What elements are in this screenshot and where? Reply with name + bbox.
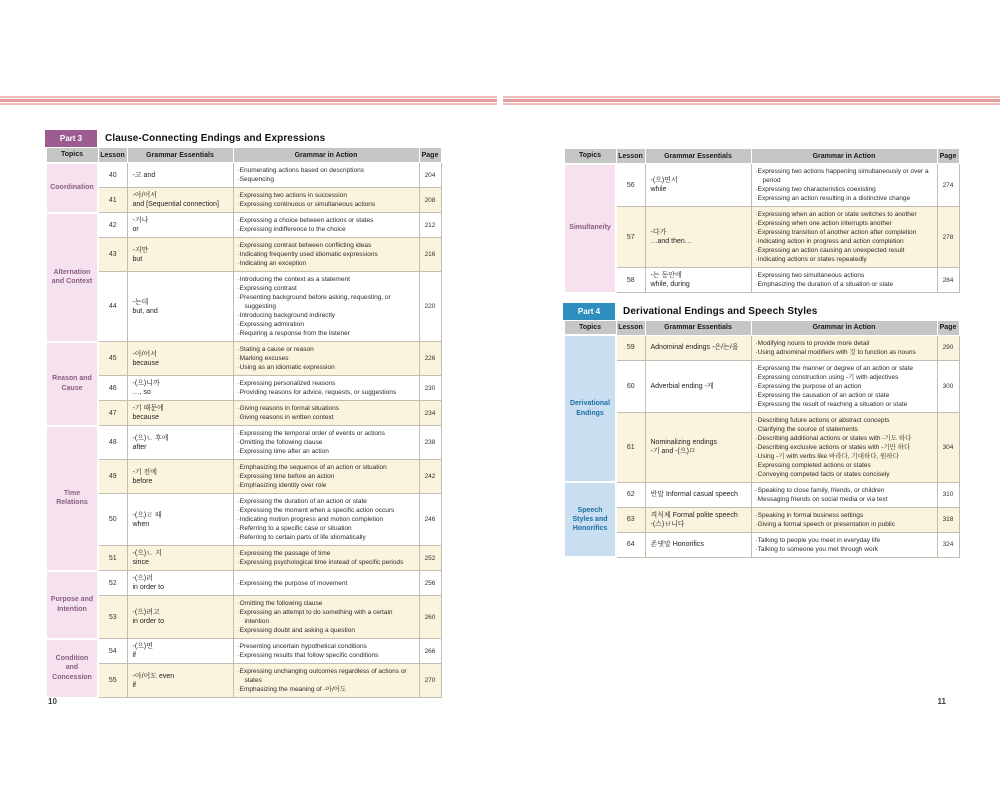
grammar-essentials <box>645 360 751 412</box>
action-item: · Enumerating actions based on descriptions <box>238 166 415 175</box>
action-item: · Indicating action in progress and action completion <box>756 237 933 246</box>
grammar-actions <box>751 507 937 532</box>
lesson-row <box>46 664 441 698</box>
action-item: · Expressing two actions happening simultaneously or over a period <box>756 167 933 185</box>
essentials-line: when <box>132 520 150 528</box>
action-item: · Speaking to close family, friends, or children <box>756 486 933 495</box>
action-item: · Expressing an action causing an unexpected result <box>756 246 933 255</box>
essentials-line: in order to <box>132 584 165 591</box>
grammar-actions <box>751 412 937 482</box>
action-item: · Using as an idiomatic expression <box>238 363 415 372</box>
column-header: Page <box>419 148 441 163</box>
decorative-band-right <box>503 96 1000 105</box>
action-item: · Talking to people you meet in everyday life <box>756 536 933 545</box>
action-item: · Expressing the causation of an action or state <box>756 391 933 400</box>
topic-cell: Alternation and Context <box>46 213 98 342</box>
lesson-number: 60 <box>616 360 645 412</box>
action-item: · Messaging friends on social media or via text <box>756 495 933 504</box>
topic-cell: Condition and Concession <box>46 639 98 698</box>
action-item: · Giving reasons in written context <box>238 413 415 422</box>
grammar-essentials <box>645 482 751 507</box>
page-number: 260 <box>419 596 441 639</box>
table-body <box>46 163 441 698</box>
lesson-row <box>46 342 441 376</box>
page-folio-right: 11 <box>937 697 946 706</box>
action-item: · Expressing construction using -기 with adjectives <box>756 373 933 382</box>
page-number: 310 <box>937 482 959 507</box>
action-item: · Introducing background indirectly <box>238 311 415 320</box>
part-badge: Part 3 <box>45 130 97 147</box>
action-item: · Describing future actions or abstract concepts <box>756 416 933 425</box>
grammar-essentials <box>127 664 233 698</box>
action-item: · Talking to someone you met through work <box>756 545 933 554</box>
lesson-number: 45 <box>98 342 127 376</box>
lesson-number: 50 <box>98 494 127 546</box>
action-item: · Clarifying the source of statements <box>756 425 933 434</box>
lesson-number: 41 <box>98 188 127 213</box>
lesson-number: 44 <box>98 272 127 342</box>
action-item: · Expressing completed actions or states <box>756 461 933 470</box>
page-number: 324 <box>937 532 959 557</box>
toc-section <box>45 130 440 699</box>
action-item: · Emphasizing identity over role <box>238 481 415 490</box>
grammar-essentials <box>645 268 751 293</box>
grammar-actions <box>233 664 419 698</box>
lesson-number: 64 <box>616 532 645 557</box>
essentials-line: -다가 <box>650 229 667 236</box>
right-page-content <box>563 148 955 558</box>
lesson-number: 43 <box>98 238 127 272</box>
essentials-line: Adnominal endings -은/는/을 <box>650 344 739 351</box>
topic-cell: Simultaneity <box>564 164 616 293</box>
action-item: · Emphasizing the duration of a situation or state <box>756 280 933 289</box>
essentials-line: -는 동안에 <box>650 272 682 279</box>
page-number: 300 <box>937 360 959 412</box>
lesson-row <box>564 482 959 507</box>
table-head <box>46 148 441 163</box>
action-item: · Presenting uncertain hypothetical conditions <box>238 642 415 651</box>
action-item: · Expressing the manner or degree of an action or state <box>756 364 933 373</box>
action-item: · Indicating actions or states repeatedly <box>756 255 933 264</box>
header-row <box>564 149 959 164</box>
lesson-number: 52 <box>98 571 127 596</box>
action-item: · Expressing continuous or simultaneous actions <box>238 200 415 209</box>
page-number: 230 <box>419 376 441 401</box>
grammar-essentials <box>127 213 233 238</box>
essentials-line: Nominalizing endings <box>650 439 718 446</box>
action-item: · Expressing personalized reasons <box>238 379 415 388</box>
contents-table <box>563 148 960 294</box>
action-item: · Using -기 with verbs like 바라다, 기대하다, 원하다 <box>756 452 933 461</box>
column-header: Topics <box>46 148 98 163</box>
essentials-line: -아/어서 <box>132 192 158 199</box>
action-item: · Sequencing <box>238 175 415 184</box>
grammar-essentials <box>127 272 233 342</box>
part-header <box>563 303 955 320</box>
topic-cell: Time Relations <box>46 426 98 571</box>
grammar-essentials <box>645 164 751 207</box>
page-number: 242 <box>419 460 441 494</box>
grammar-actions <box>233 494 419 546</box>
part-header <box>45 130 440 147</box>
lesson-row <box>46 546 441 571</box>
grammar-actions <box>233 238 419 272</box>
page-number: 318 <box>937 507 959 532</box>
lesson-number: 42 <box>98 213 127 238</box>
table-head <box>564 320 959 335</box>
action-item: · Conveying competed facts or states concisely <box>756 470 933 479</box>
column-header: Page <box>937 320 959 335</box>
essentials-line: -지만 <box>132 246 149 254</box>
part-badge: Part 4 <box>563 303 615 320</box>
page-number: 234 <box>419 401 441 426</box>
lesson-number: 58 <box>616 268 645 293</box>
grammar-essentials <box>127 163 233 188</box>
lesson-row <box>46 163 441 188</box>
action-item: · Emphasizing the meaning of -아/어도 <box>238 685 415 694</box>
grammar-actions <box>233 376 419 401</box>
lesson-number: 47 <box>98 401 127 426</box>
essentials-line: -(으)ㄴ 후에 <box>132 434 169 442</box>
page-number: 284 <box>937 268 959 293</box>
grammar-actions <box>233 571 419 596</box>
essentials-line: -고 and <box>132 171 156 179</box>
grammar-actions <box>233 342 419 376</box>
section-gap <box>563 294 955 303</box>
lesson-row <box>46 494 441 546</box>
lesson-row <box>564 360 959 412</box>
lesson-row <box>564 412 959 482</box>
essentials-line: …and then… <box>650 238 692 245</box>
page-number: 270 <box>419 664 441 698</box>
grammar-actions <box>233 163 419 188</box>
essentials-line: -(으)니까 <box>132 380 160 387</box>
action-item: · Expressing contrast between conflicting ideas <box>238 241 415 250</box>
topic-cell: Derivational Endings <box>564 335 616 482</box>
essentials-line: while <box>650 186 667 193</box>
decorative-band-left <box>0 96 497 105</box>
action-item: · Expressing transition of another action after completion <box>756 228 933 237</box>
action-item: · Speaking in formal business settings <box>756 511 933 520</box>
part-title: Clause-Connecting Endings and Expressions <box>105 133 326 144</box>
action-item: · Expressing unchanging outcomes regardless of actions or states <box>238 667 415 685</box>
action-item: · Giving a formal speech or presentation in public <box>756 520 933 529</box>
action-item: · Expressing when an action or state switches to another <box>756 210 933 219</box>
column-header: Grammar in Action <box>751 320 937 335</box>
header-row <box>564 320 959 335</box>
lesson-number: 59 <box>616 335 645 360</box>
essentials-line: 반말 Informal casual speech <box>650 491 738 498</box>
lesson-row <box>46 213 441 238</box>
page-number: 304 <box>937 412 959 482</box>
topic-cell: Coordination <box>46 163 98 213</box>
table-head <box>564 149 959 164</box>
action-item: · Expressing the purpose of an action <box>756 382 933 391</box>
lesson-number: 56 <box>616 164 645 207</box>
grammar-essentials <box>127 571 233 596</box>
essentials-line: if <box>132 652 136 659</box>
action-item: · Expressing a choice between actions or states <box>238 216 415 225</box>
action-item: · Presenting background before asking, requesting, or suggesting <box>238 293 415 311</box>
lesson-number: 46 <box>98 376 127 401</box>
table-body <box>564 335 959 557</box>
topic-cell: Purpose and Intention <box>46 571 98 639</box>
grammar-essentials <box>127 376 233 401</box>
topic-cell: Speech Styles and Honorifics <box>564 482 616 557</box>
column-header: Topics <box>564 149 616 164</box>
lesson-row <box>46 426 441 460</box>
lesson-row <box>46 401 441 426</box>
grammar-essentials <box>127 546 233 571</box>
essentials-line: -(으)면서 <box>650 177 678 184</box>
essentials-line: -거나 <box>132 217 149 224</box>
grammar-essentials <box>645 207 751 268</box>
lesson-row <box>564 164 959 207</box>
essentials-line: …, so <box>132 389 151 396</box>
page-number: 226 <box>419 342 441 376</box>
action-item: · Referring to certain parts of life idiomatically <box>238 533 415 542</box>
essentials-line: -아/어서 <box>132 350 158 358</box>
essentials-line: while, during <box>650 281 690 288</box>
page-number: 290 <box>937 335 959 360</box>
grammar-essentials <box>127 188 233 213</box>
header-row <box>46 148 441 163</box>
lesson-number: 62 <box>616 482 645 507</box>
action-item: · Requiring a response from the listener <box>238 329 415 338</box>
grammar-actions <box>751 207 937 268</box>
action-item: · Stating a cause or reason <box>238 345 415 354</box>
essentials-line: but, and <box>132 307 158 315</box>
column-header: Lesson <box>616 320 645 335</box>
essentials-line: -(으)ㄹ 때 <box>132 511 162 519</box>
essentials-line: -는데 <box>132 298 149 306</box>
action-item: · Providing reasons for advice, requests, or suggestions <box>238 388 415 397</box>
page-number: 256 <box>419 571 441 596</box>
lesson-row <box>46 596 441 639</box>
essentials-line: since <box>132 559 149 566</box>
toc-section <box>563 294 955 559</box>
action-item: · Expressing two actions in succession <box>238 191 415 200</box>
grammar-actions <box>233 460 419 494</box>
action-item: · Indicating an exception <box>238 259 415 268</box>
column-header: Grammar in Action <box>233 148 419 163</box>
page-number: 208 <box>419 188 441 213</box>
page-number: 252 <box>419 546 441 571</box>
grammar-actions <box>751 532 937 557</box>
essentials-line: but <box>132 255 143 263</box>
grammar-actions <box>233 546 419 571</box>
grammar-essentials <box>645 412 751 482</box>
grammar-actions <box>751 335 937 360</box>
lesson-row <box>46 238 441 272</box>
action-item: · Omitting the following clause <box>238 438 415 447</box>
essentials-line: -(으)러 <box>132 575 154 582</box>
essentials-line: -(으)려고 <box>132 609 160 616</box>
action-item: · Describing exclusive actions or states with -기만 하다 <box>756 443 933 452</box>
grammar-essentials <box>127 342 233 376</box>
lesson-number: 61 <box>616 412 645 482</box>
action-item: · Omitting the following clause <box>238 599 415 608</box>
essentials-line: 존댓말 Honorifics <box>650 541 704 548</box>
lesson-row <box>46 188 441 213</box>
action-item: · Expressing the moment when a specific action occurs <box>238 506 415 515</box>
column-header: Lesson <box>616 149 645 164</box>
grammar-essentials <box>127 401 233 426</box>
action-item: · Expressing the purpose of movement <box>238 579 415 588</box>
essentials-line: if <box>132 681 136 689</box>
action-item: · Expressing contrast <box>238 284 415 293</box>
column-header: Page <box>937 149 959 164</box>
action-item: · Giving reasons in formal situations <box>238 404 415 413</box>
essentials-line: -기 and -(으)ㅁ <box>650 448 696 455</box>
lesson-number: 63 <box>616 507 645 532</box>
column-header: Grammar Essentials <box>645 149 751 164</box>
page-number: 266 <box>419 639 441 664</box>
left-page-content <box>45 130 440 699</box>
grammar-actions <box>233 188 419 213</box>
grammar-actions <box>233 426 419 460</box>
grammar-actions <box>751 164 937 207</box>
column-header: Grammar Essentials <box>645 320 751 335</box>
page-number: 274 <box>937 164 959 207</box>
grammar-actions <box>751 482 937 507</box>
action-item: · Expressing two characteristics coexisting <box>756 185 933 194</box>
lesson-row <box>564 268 959 293</box>
action-item: · Expressing the temporal order of events or actions <box>238 429 415 438</box>
action-item: · Expressing time before an action <box>238 472 415 481</box>
lesson-row <box>564 335 959 360</box>
action-item: · Expressing the result of reaching a situation or state <box>756 400 933 409</box>
grammar-actions <box>233 596 419 639</box>
action-item: · Marking excuses <box>238 354 415 363</box>
grammar-actions <box>751 268 937 293</box>
grammar-essentials <box>645 507 751 532</box>
action-item: · Referring to a specific case or situation <box>238 524 415 533</box>
column-header: Lesson <box>98 148 127 163</box>
grammar-essentials <box>127 596 233 639</box>
action-item: · Expressing doubt and asking a question <box>238 626 415 635</box>
page-number: 278 <box>937 207 959 268</box>
grammar-essentials <box>645 335 751 360</box>
topic-cell: Reason and Cause <box>46 342 98 426</box>
page-number: 216 <box>419 238 441 272</box>
page-number: 204 <box>419 163 441 188</box>
action-item: · Expressing psychological time instead of specific periods <box>238 558 415 567</box>
essentials-line: 격식체 Formal polite speech <box>650 511 738 519</box>
column-header: Grammar Essentials <box>127 148 233 163</box>
essentials-line: because <box>132 414 159 421</box>
lesson-number: 51 <box>98 546 127 571</box>
grammar-actions <box>751 360 937 412</box>
page-number: 246 <box>419 494 441 546</box>
action-item: · Expressing admiration <box>238 320 415 329</box>
action-item: · Modifying nouns to provide more detail <box>756 339 933 348</box>
action-item: · Expressing the passage of time <box>238 549 415 558</box>
lesson-row <box>564 207 959 268</box>
contents-table <box>45 147 442 699</box>
essentials-line: after <box>132 443 147 451</box>
action-item: · Expressing an action resulting in a distinctive change <box>756 194 933 203</box>
essentials-line: or <box>132 226 139 233</box>
lesson-number: 53 <box>98 596 127 639</box>
lesson-number: 49 <box>98 460 127 494</box>
lesson-number: 40 <box>98 163 127 188</box>
contents-table <box>563 320 960 559</box>
lesson-number: 54 <box>98 639 127 664</box>
page-number: 212 <box>419 213 441 238</box>
grammar-essentials <box>645 532 751 557</box>
column-header: Topics <box>564 320 616 335</box>
action-item: · Expressing an attempt to do something with a certain intention <box>238 608 415 626</box>
action-item: · Expressing indifference to the choice <box>238 225 415 234</box>
grammar-essentials <box>127 639 233 664</box>
essentials-line: -(스)ㅂ니다 <box>650 520 685 528</box>
lesson-row <box>46 571 441 596</box>
grammar-essentials <box>127 494 233 546</box>
lesson-number: 48 <box>98 426 127 460</box>
action-item: · Indicating frequently used idiomatic expressions <box>238 250 415 259</box>
grammar-essentials <box>127 238 233 272</box>
essentials-line: and [Sequential connection] <box>132 201 219 208</box>
lesson-row <box>46 376 441 401</box>
lesson-number: 55 <box>98 664 127 698</box>
page-number: 238 <box>419 426 441 460</box>
lesson-row <box>46 272 441 342</box>
essentials-line: -기 전에 <box>132 468 158 476</box>
lesson-row <box>46 639 441 664</box>
essentials-line: Adverbial ending -게 <box>650 382 714 390</box>
action-item: · Expressing when one action interrupts another <box>756 219 933 228</box>
action-item: · Expressing two simultaneous actions <box>756 271 933 280</box>
grammar-essentials <box>127 426 233 460</box>
lesson-row <box>564 532 959 557</box>
lesson-row <box>46 460 441 494</box>
action-item: · Using adnominal modifiers with 것 to function as nouns <box>756 348 933 357</box>
grammar-actions <box>233 213 419 238</box>
grammar-essentials <box>127 460 233 494</box>
action-item: · Indicating motion progress and motion completion <box>238 515 415 524</box>
action-item: · Introducing the context as a statement <box>238 275 415 284</box>
essentials-line: -아/어도 even <box>132 672 175 680</box>
lesson-number: 57 <box>616 207 645 268</box>
action-item: · Expressing the duration of an action or state <box>238 497 415 506</box>
column-header: Grammar in Action <box>751 149 937 164</box>
essentials-line: before <box>132 477 153 485</box>
lesson-row <box>564 507 959 532</box>
essentials-line: in order to <box>132 618 165 625</box>
grammar-actions <box>233 272 419 342</box>
grammar-actions <box>233 401 419 426</box>
essentials-line: -(으)ㄴ 지 <box>132 550 162 557</box>
toc-section <box>563 148 955 294</box>
page-number: 220 <box>419 272 441 342</box>
table-body <box>564 164 959 293</box>
action-item: · Expressing time after an action <box>238 447 415 456</box>
part-title: Derivational Endings and Speech Styles <box>623 305 818 317</box>
essentials-line: -(으)면 <box>132 643 154 650</box>
action-item: · Emphasizing the sequence of an action or situation <box>238 463 415 472</box>
action-item: · Describing additional actions or states with -기도 하다 <box>756 434 933 443</box>
page-folio-left: 10 <box>48 697 57 706</box>
grammar-actions <box>233 639 419 664</box>
essentials-line: -기 때문에 <box>132 405 164 412</box>
essentials-line: because <box>132 359 159 367</box>
action-item: · Expressing results that follow specific conditions <box>238 651 415 660</box>
